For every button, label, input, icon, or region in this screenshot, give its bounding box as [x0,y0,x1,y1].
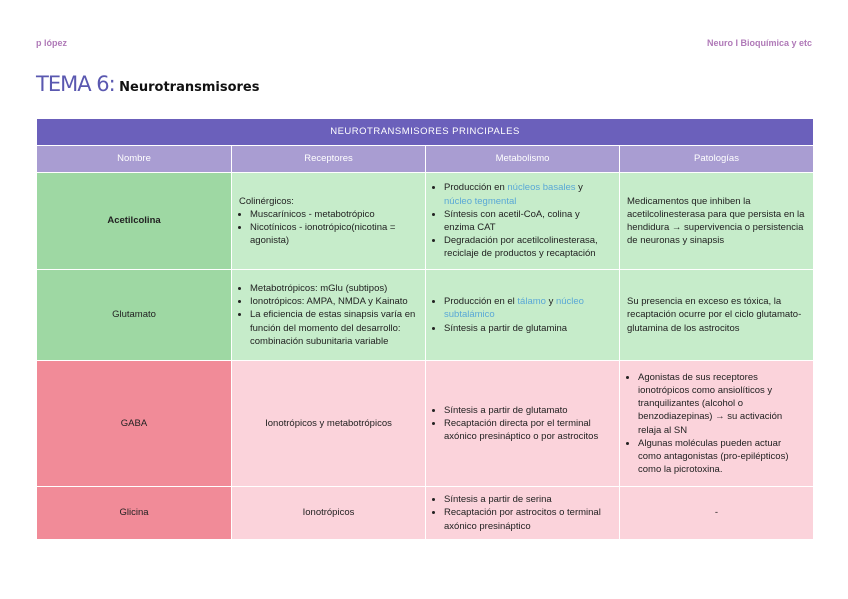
list-item: • Recaptación directa por el terminal axónico presináptico o por astrocitos [444,417,612,443]
row-receptores [232,173,426,270]
text-segment: y [545,296,556,308]
row-receptores: Ionotrópicos [232,487,426,540]
text-segment: Producción en [444,182,508,194]
table-row [37,487,814,540]
row-receptores [232,270,426,361]
highlight-term: tálamo [517,296,546,308]
list-item: • Síntesis con acetil-CoA, colina y enzima CAT [444,208,612,234]
row-name: Glutamato [37,270,232,361]
row-name: GABA [37,361,232,487]
highlight-term: núcleos basales [507,182,576,194]
list-item: • Síntesis a partir de glutamina [444,322,612,335]
list-item: • Síntesis a partir de serina [444,493,612,506]
column-header-patologias: Patologías [620,146,814,173]
list-item: • Muscarínicos - metabotrópico [250,208,418,221]
column-header-nombre: Nombre [37,146,232,173]
highlight-term: núcleo subtalámico [444,296,584,321]
highlight-term: núcleo tegmental [444,195,517,207]
title-subtitle: Neurotransmisores [119,80,260,95]
list-item: • La eficiencia de estas sinapsis varía en función del momento del desarrollo: combinación subunitaria variable [250,308,418,348]
row-patologias: Medicamentos que inhiben la acetilcolinesterasa para que persista en la hendidura → supervivencia o persistencia de neuronas y sinapsis [620,173,814,270]
course-label: Neuro I Bioquímica y etc [706,38,812,48]
table-row [37,361,814,487]
list-item: • Metabotrópicos: mGlu (subtipos) [250,282,418,295]
column-header-receptores: Receptores [232,146,426,173]
neurotransmitter-table [36,118,814,540]
list-item: • Degradación por acetilcolinesterasa, reciclaje de productos y recaptación [444,234,612,260]
title-number: TEMA 6: [36,72,115,96]
page-title [36,72,259,96]
list-item: • Nicotínicos - ionotrópico(nicotina = agonista) [250,221,418,247]
row-metabolismo [426,487,620,540]
row-name: Acetilcolina [37,173,232,270]
list-item: • Algunas moléculas pueden actuar como antagonistas (pro-epilépticos) como la picrotoxina. [638,437,806,477]
row-metabolismo [426,361,620,487]
receptores-intro: Colinérgicos: [239,195,294,207]
column-header-metabolismo: Metabolismo [426,146,620,173]
list-item: • Agonistas de sus receptores ionotrópicos como ansiolíticos y tranquilizantes (alcohol o benzodiazepinas) → su activación relaja al SN [638,371,806,437]
row-metabolismo [426,270,620,361]
list-item: • Recaptación por astrocitos o terminal axónico presináptico [444,506,612,532]
row-patologias: Su presencia en exceso es tóxica, la recaptación ocurre por el ciclo glutamato-glutamina de los astrocitos [620,270,814,361]
text-segment: y [575,182,583,194]
list-item: • Síntesis a partir de glutamato [444,404,612,417]
author-label: p lópez [36,38,67,48]
table-caption: NEUROTRANSMISORES PRINCIPALES [37,119,814,146]
list-item [444,181,612,207]
row-metabolismo [426,173,620,270]
row-patologias: - [620,487,814,540]
list-item [444,295,612,321]
table-row [37,270,814,361]
text-segment: Producción en el [444,296,518,308]
list-item: • Ionotrópicos: AMPA, NMDA y Kainato [250,295,418,308]
row-patologias [620,361,814,487]
table-row [37,173,814,270]
row-name: Glicina [37,487,232,540]
row-receptores: Ionotrópicos y metabotrópicos [232,361,426,487]
